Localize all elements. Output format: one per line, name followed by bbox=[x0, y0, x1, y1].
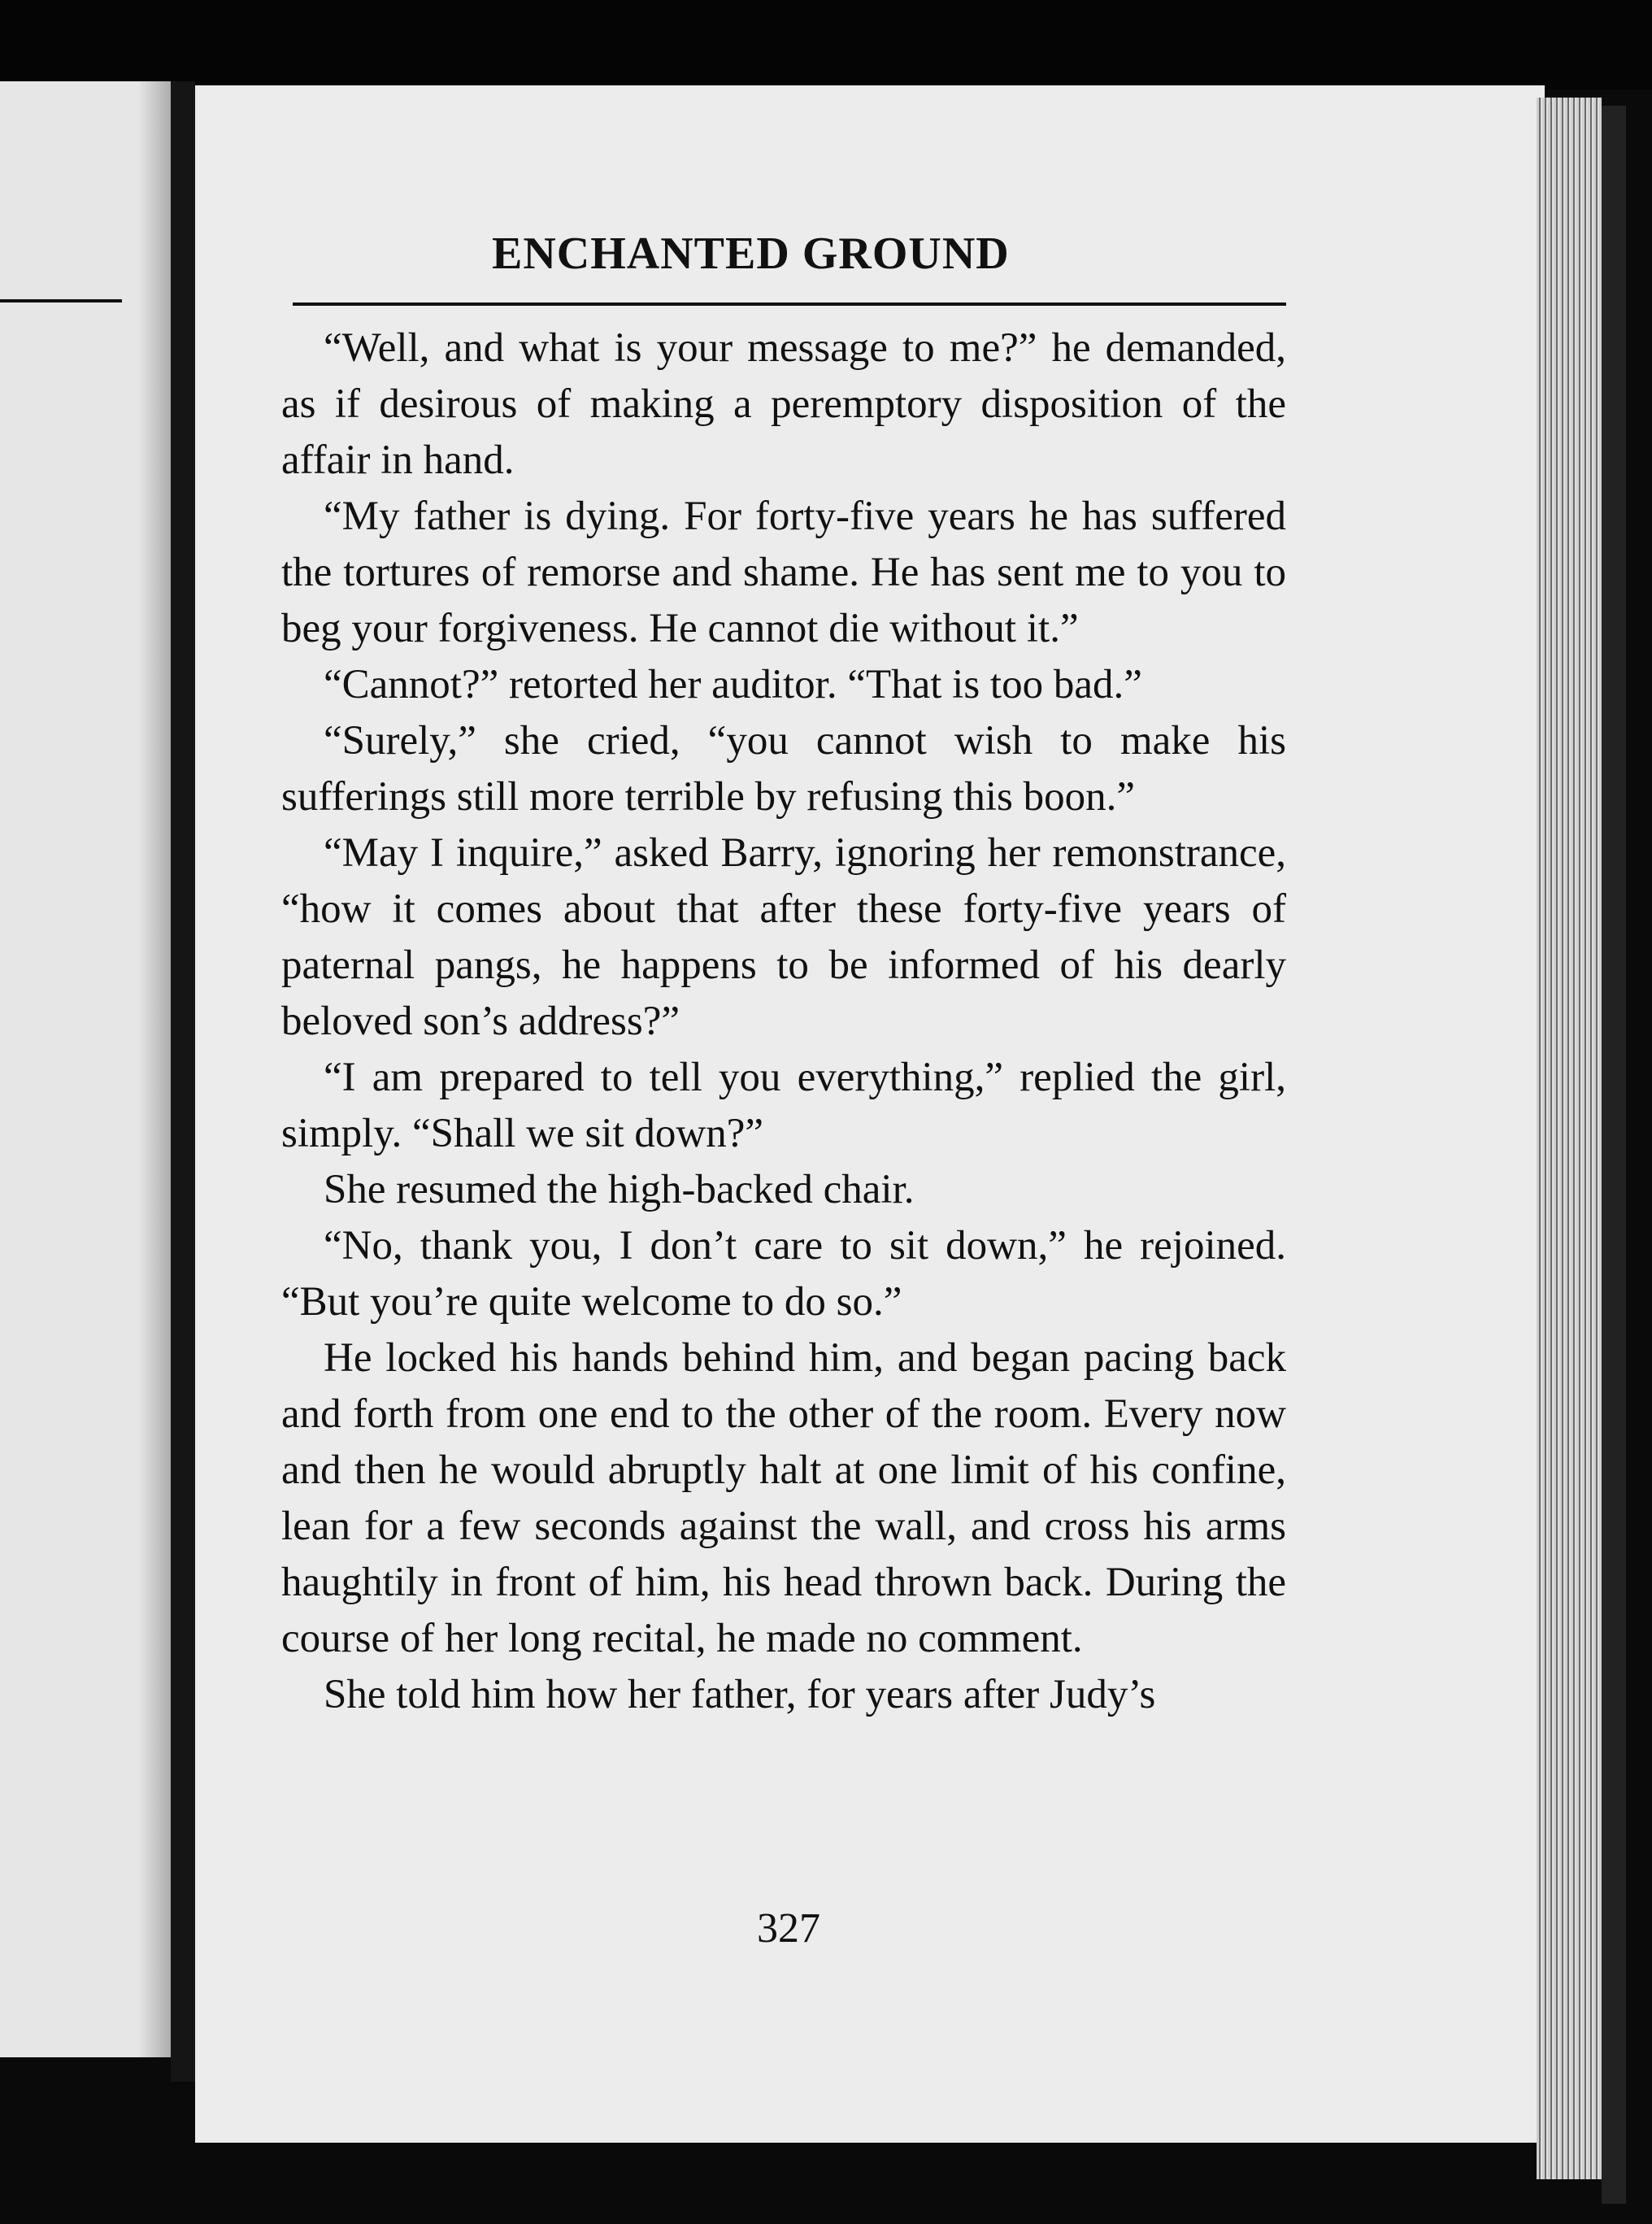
paragraph: She resumed the high-backed chair. bbox=[324, 1167, 915, 1212]
paragraph: “May I inquire,” asked Barry, ignoring her remonstrance, “how it comes about that after these forty-five years of paternal pangs, he happens to be informed of his dearly beloved son’s address?” bbox=[281, 830, 1286, 1044]
facing-page-fragment bbox=[0, 81, 171, 2057]
book-cover-edge bbox=[1602, 106, 1626, 2204]
scan-background bbox=[0, 0, 1652, 89]
paragraph: “Cannot?” retorted her auditor. “That is too bad.” bbox=[324, 662, 1142, 707]
paragraph: She told him how her father, for years after Judy’s bbox=[324, 1672, 1156, 1717]
paragraph: “My father is dying. For forty-five years he has suffered the tortures of remorse and shame. He has sent me to you to beg your forgiveness. He cannot die without it.” bbox=[281, 494, 1286, 651]
paragraph: He locked his hands behind him, and began pacing back and forth from one end to the other of the room. Every now and then he would abruptly halt at one limit of his confine, lean for a few seconds against the wall, and cross his arms haughtily in front of him, his head thrown back. During the course of her long recital, he made no comment. bbox=[281, 1335, 1286, 1661]
page-edges bbox=[1537, 98, 1602, 2179]
paragraph: “Surely,” she cried, “you cannot wish to make his sufferings still more terrible by refusing this boon.” bbox=[281, 718, 1286, 820]
running-head-rule bbox=[293, 302, 1286, 306]
facing-page-shadow bbox=[138, 81, 171, 2057]
paragraph: “No, thank you, I don’t care to sit down,” he rejoined. “But you’re quite welcome to do so.” bbox=[281, 1223, 1286, 1325]
page-number: 327 bbox=[757, 1905, 820, 1952]
running-head-text: ENCHANTED GROUND bbox=[492, 228, 1010, 279]
facing-page-head-rule bbox=[0, 299, 122, 302]
paragraph: “I am prepared to tell you everything,” replied the girl, simply. “Shall we sit down?” bbox=[281, 1055, 1286, 1156]
body-text bbox=[281, 320, 1286, 1723]
book-gutter bbox=[171, 81, 195, 2082]
paragraph: “Well, and what is your message to me?” he demanded, as if desirous of making a peremptory disposition of the affair in hand. bbox=[281, 325, 1286, 483]
